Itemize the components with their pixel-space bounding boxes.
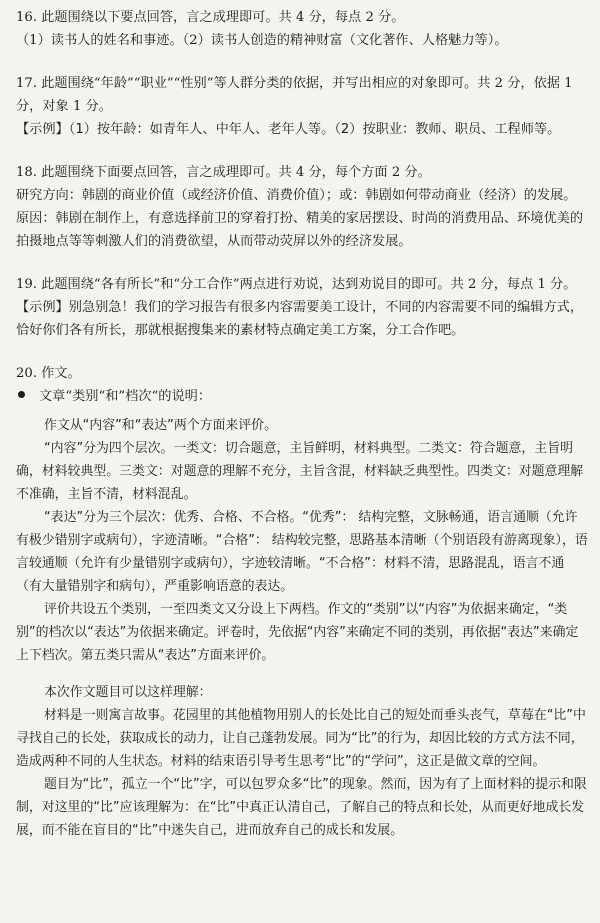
q16-instruction: 16. 此题围绕以下要点回答，言之成理即可。共 4 分，每点 2 分。 [16,10,405,25]
q18-reason: 原因：韩剧在制作上，有意选择前卫的穿着打扮、精美的家居摆设、时尚的消费用品、环境优美的拍摄地点等等刺激人们的消费欲望，从而带动荧屏以外的经济发展。 [16,211,584,249]
q20-paragraph-5: 本次作文题目可以这样理解： [44,685,212,700]
question-18 [16,161,588,253]
question-17 [16,72,588,141]
q20-paragraph-4: 评价共设五个类别，一至四类文又分设上下两档。作文的“类别”以“内容”为依据来确定，“类别”的档次以“表达”为依据来确定。评卷时，先依据“内容”来确定不同的类别，再依据“表达”来确定上下档次。第五类只需从“表达”方面来评价。 [16,602,579,663]
question-16 [16,6,588,52]
q20-title: 20. 作文。 [16,366,81,381]
question-20 [16,362,588,842]
question-19 [16,273,588,342]
q20-paragraph-1: 作文从“内容”和“表达”两个方面来评价。 [44,418,277,433]
q18-direction: 研究方向：韩剧的商业价值（或经济价值、消费价值）；或：韩剧如何带动商业（经济）的发展。 [16,188,577,203]
q16-points: （1）读书人的姓名和事迹。（2）读书人创造的精神财富（文化著作、人格魅力等）。 [16,33,508,48]
q17-instruction: 17. 此题围绕“年龄”“职业”“性别”等人群分类的依据，并写出相应的对象即可。共 2 分，依据 1 分，对象 1 分。 [16,76,573,114]
q18-instruction: 18. 此题围绕下面要点回答，言之成理即可。共 4 分，每个方面 2 分。 [16,165,431,180]
q20-paragraph-7: 题目为“比”，孤立一个“比”字，可以包罗众多“比”的现象。然而，因为有了上面材料的提示和限制，对这里的“比”应该理解为：在“比”中真正认清自己，了解自己的特点和长处，从而更好地成长发展，而不能在盲目的“比”中迷失自己，进而放弃自己的成长和发展。 [16,777,587,838]
q19-instruction: 19. 此题围绕“各有所长”和“分工合作”两点进行劝说，达到劝说目的即可。共 2 分，每点 1 分。 [16,277,577,292]
bullet-icon [18,391,25,398]
q20-bullet-text: 文章“类别“和”档次“的说明： [39,389,212,404]
q19-example: 【示例】别急别急！我们的学习报告有很多内容需要美工设计，不同的内容需要不同的编辑方式，恰好你们各有所长，那就根据搜集来的素材特点确定美工方案，分工合作吧。 [16,300,584,338]
q20-paragraph-3: “表达”分为三个层次：优秀、合格、不合格。“优秀”： 结构完整，文脉畅通，语言通顺（允许有极少错别字或病句），字迹清晰。“合格”： 结构较完整，思路基本清晰（个别语段有游离现象），语言较通顺（允许有少量错别字或病句），字迹较清晰。“不合格”：材料不清，思路混乱，语言不通（有大量错别字和病句），严重影响语意的表达。 [16,510,588,594]
q20-paragraph-2: “内容”分为四个层次。一类文：切合题意，主旨鲜明，材料典型。二类文：符合题意，主旨明确，材料较典型。三类文：对题意的理解不充分，主旨含混，材料缺乏典型性。四类文：对题意理解不准确，主旨不清，材料混乱。 [16,441,584,502]
q20-paragraph-6: 材料是一则寓言故事。花园里的其他植物用别人的长处比自己的短处而垂头丧气，草莓在“比”中寻找自己的长处，获取成长的动力，让自己蓬勃发展。同为“比”的行为，却因比较的方式方法不同，造成两种不同的人生状态。材料的结束语引导考生思考“比”的“学问”，这正是做文章的空间。 [16,708,586,769]
q20-bullet-item [16,385,588,408]
q17-example: 【示例】（1）按年龄：如青年人、中年人、老年人等。（2）按职业：教师、职员、工程师等。 [16,122,561,137]
